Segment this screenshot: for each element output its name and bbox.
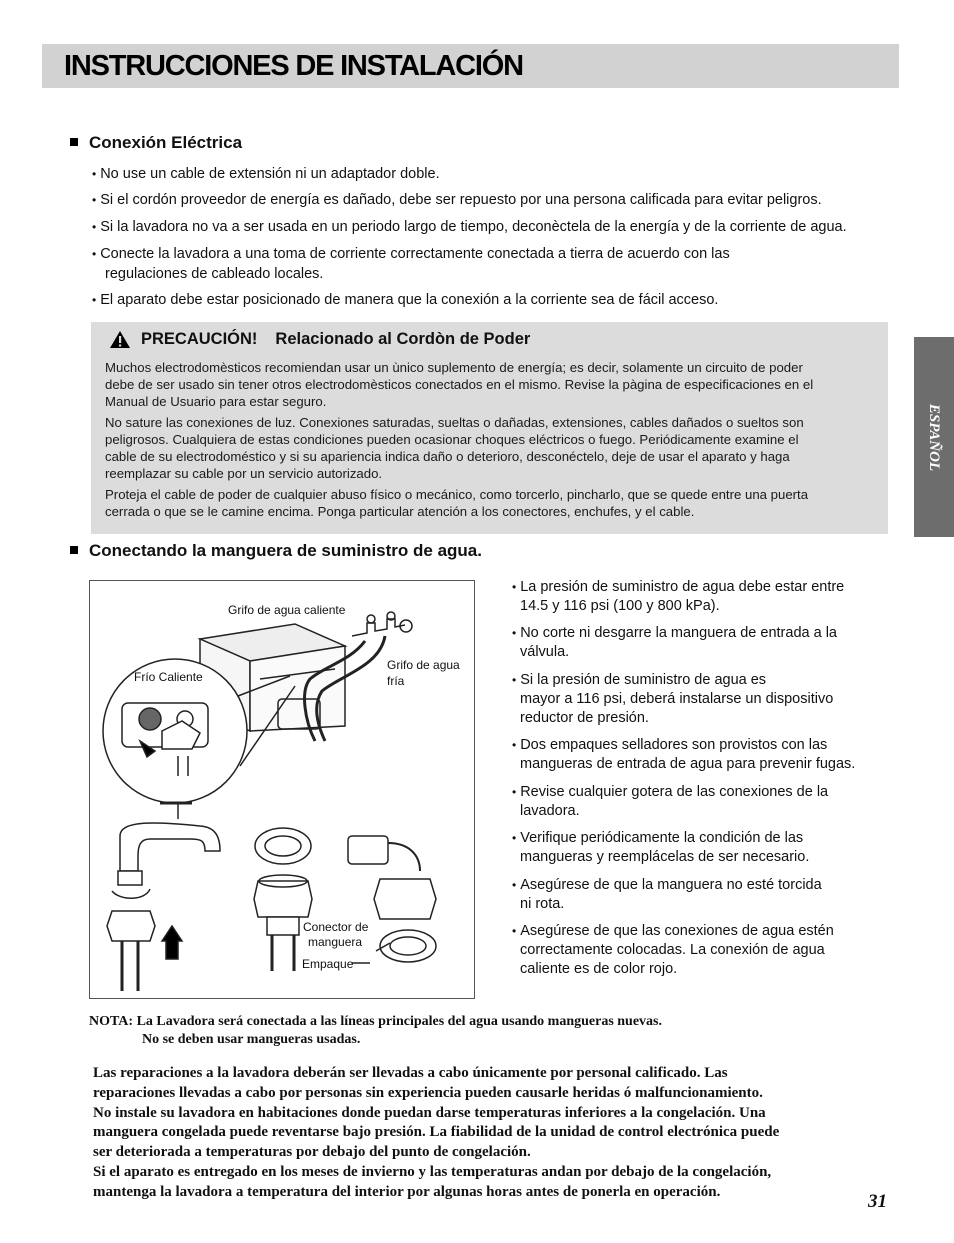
list-item-continuation: lavadora. — [520, 803, 580, 819]
list-item-continuation: mayor a 116 psi, deberá instalarse un dispositivo — [520, 691, 834, 707]
list-item-continuation: 14.5 y 116 psi (100 y 800 kPa). — [520, 598, 720, 614]
paragraph-line: Las reparaciones a la lavadora deberán ser llevadas a cabo únicamente por personal calificado. Las — [93, 1065, 728, 1081]
safety-paragraph — [93, 1064, 779, 1203]
list-item-continuation: reductor de presión. — [520, 710, 649, 726]
note — [89, 1013, 662, 1049]
water-heading-text: Conectando la manguera de suministro de agua. — [89, 541, 482, 560]
list-item-continuation: válvula. — [520, 644, 570, 660]
list-item-continuation: regulaciones de cableado locales. — [105, 266, 324, 282]
label-connector-2: manguera — [308, 935, 363, 949]
language-tab — [914, 337, 954, 537]
paragraph-line: reparaciones llevadas a cabo por personas sin experiencia pueden causarle heridas ó malfuncionamiento. — [93, 1084, 763, 1101]
title-bar — [42, 44, 899, 88]
note-line-2: No se deben usar mangueras usadas. — [142, 1032, 361, 1047]
language-tab-label: ESPAÑOL — [926, 403, 943, 471]
list-item: • No use un cable de extensión ni un adaptador doble. — [92, 166, 440, 182]
caution-line: Muchos electrodomèsticos recomiendan usar un ùnico suplemento de energía; es decir, solamente un circuito de poder — [105, 360, 803, 375]
paragraph-line: ser deteriorada a temperaturas por debajo del punto de congelación. — [93, 1144, 531, 1161]
electrical-heading — [70, 133, 242, 153]
list-item: • Conecte la lavadora a una toma de corriente correctamente conectada a tierra de acuerdo con las — [92, 246, 730, 262]
list-item: • Si la lavadora no va a ser usada en un periodo largo de tiempo, deconèctela de la energía y de la corriente de agua. — [92, 219, 847, 235]
caution-line: Proteja el cable de poder de cualquier abuso físico o mecánico, como torcerlo, pincharlo, que se quede entre una puerta — [105, 487, 809, 502]
caution-box — [91, 322, 888, 534]
list-item: • Revise cualquier gotera de las conexiones de la — [512, 784, 829, 800]
installation-figure — [89, 580, 475, 999]
caution-subject: Relacionado al Cordòn de Poder — [275, 330, 531, 348]
label-cold-tap-2: fría — [387, 674, 405, 688]
caution-line: debe de ser usado sin tener otros electrodomèsticos conectados en el mismo. Revise la pàgina de especificaciones en el — [105, 377, 814, 392]
washer-hose-illustration — [90, 581, 473, 997]
list-item: • Si el cordón proveedor de energía es dañado, debe ser repuesto por una persona calificada para evitar peligros. — [92, 192, 822, 208]
list-item: • Verifique periódicamente la condición de las — [512, 830, 804, 846]
paragraph-line: No instale su lavadora en habitaciones donde puedan darse temperaturas inferiores a la congelación. Una — [93, 1104, 766, 1121]
label-washer: Empaque — [302, 957, 354, 971]
list-item-continuation: correctamente colocadas. La conexión de agua — [520, 942, 825, 958]
list-item-continuation: mangueras y reemplácelas de ser necesario. — [520, 849, 810, 865]
label-hot-tap: Grifo de agua caliente — [228, 603, 346, 617]
square-bullet-icon — [70, 546, 78, 554]
list-item: • La presión de suministro de agua debe estar entre — [512, 579, 845, 595]
note-line-1: NOTA: La Lavadora será conectada a las líneas principales del agua usando mangueras nuevas. — [89, 1014, 663, 1029]
caution-line: reemplazar su cable por un servicio autorizado. — [105, 466, 383, 481]
list-item-continuation: ni rota. — [520, 896, 565, 912]
square-bullet-icon — [70, 138, 78, 146]
page-title: INSTRUCCIONES DE INSTALACIÓN — [64, 50, 523, 82]
list-item-continuation: mangueras de entrada de agua para prevenir fugas. — [520, 756, 856, 772]
caution-label: PRECAUCIÓN! — [141, 330, 258, 348]
water-heading — [70, 541, 482, 561]
list-item-continuation: caliente es de color rojo. — [520, 961, 678, 977]
caution-line: peligrosos. Cualquiera de estas condiciones pueden ocasionar choques eléctricos o fuego. Periódicamente examine el — [105, 432, 799, 447]
list-item: • Si la presión de suministro de agua es — [512, 672, 767, 688]
list-item: • Asegúrese de que las conexiones de agua estén — [512, 923, 834, 939]
language-tab-label-wrap — [914, 337, 954, 537]
list-item: • No corte ni desgarre la manguera de entrada a la — [512, 625, 837, 641]
page-number: 31 — [868, 1191, 887, 1212]
electrical-heading-text: Conexión Eléctrica — [89, 133, 243, 152]
paragraph-line: mantenga la lavadora a temperatura del interior por algunas horas antes de ponerla en operación. — [93, 1183, 721, 1200]
caution-line: cerrada o que se le camine encima. Ponga particular atención a los conectores, enchufes, y el cable. — [105, 504, 695, 519]
list-item: • Asegúrese de que la manguera no esté torcida — [512, 877, 822, 893]
caution-line: No sature las conexiones de luz. Conexiones saturadas, sueltas o dañadas, extensiones, cables dañados o sueltos son — [105, 415, 804, 430]
list-item: • El aparato debe estar posicionado de manera que la conexión a la corriente sea de fácil acceso. — [92, 292, 719, 308]
label-cold-hot: Frío Caliente — [134, 670, 203, 684]
list-item: • Dos empaques selladores son provistos con las — [512, 737, 828, 753]
warning-icon — [109, 330, 131, 349]
label-cold-tap-1: Grifo de agua — [387, 658, 460, 672]
caution-line: cable de su electrodoméstico y si su apariencia indica daño o deterioro, desconéctelo, deje de usar el aparato y haga — [105, 449, 790, 464]
caution-title — [141, 330, 530, 349]
label-connector-1: Conector de — [303, 920, 369, 934]
paragraph-line: manguera congelada puede reventarse bajo presión. La fiabilidad de la unidad de control electrónica puede — [93, 1124, 780, 1141]
caution-line: Manual de Usuario para estar seguro. — [105, 394, 327, 409]
paragraph-line: Si el aparato es entregado en los meses de invierno y las temperaturas andan por debajo de la congelación, — [93, 1163, 772, 1180]
